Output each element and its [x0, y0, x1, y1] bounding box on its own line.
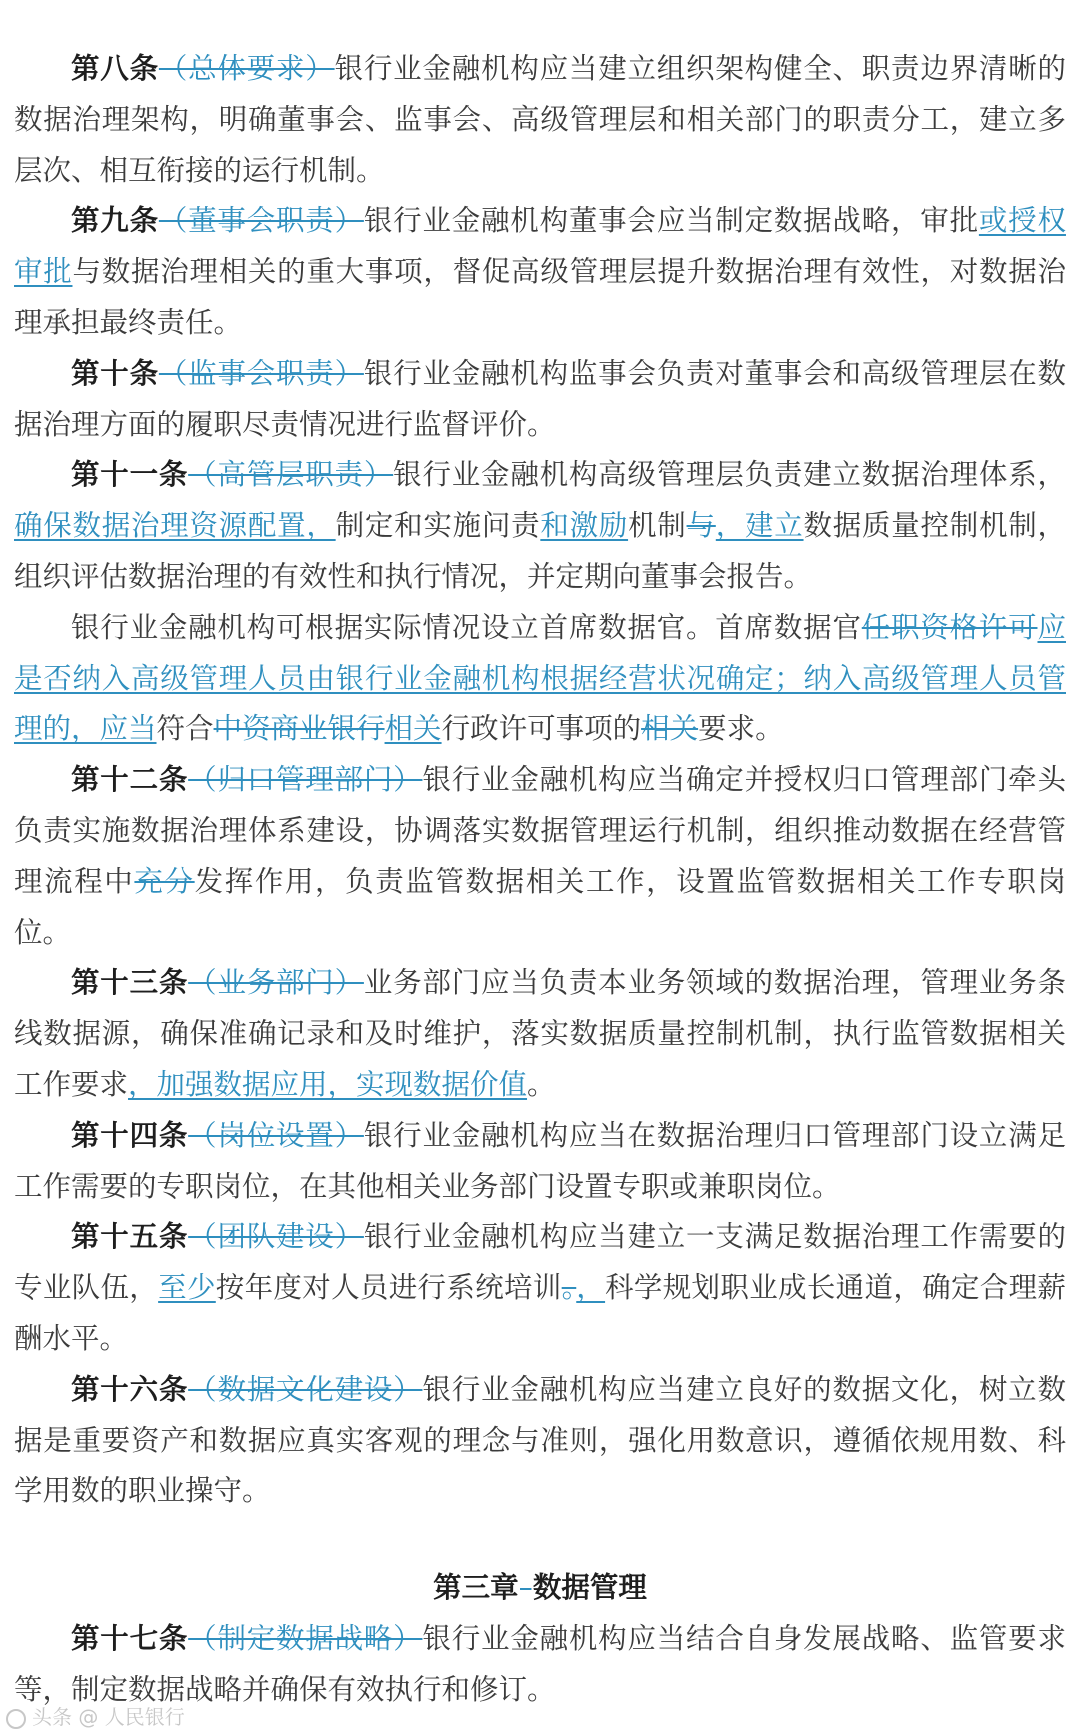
body-text: 与数据治理相关的重大事项，督促高级管理层提升数据治理有效性，对数据治理承担最终责任。 — [14, 255, 1066, 339]
deleted-text: 充分 — [134, 864, 195, 898]
body-text: 数据质量控制机制，组织评估数据治理的有效性和执行情况，并定期向董事会报告。 — [14, 509, 1066, 593]
body-text: 银行业金融机构董事会应当制定数据战略，审批 — [363, 204, 979, 238]
inserted-text: 确保数据治理资源配置， — [14, 509, 336, 543]
body-text: 银行业金融机构应当建立组织架构健全、职责边界清晰的数据治理架构，明确董事会、监事会、高级管理层和相关部门的职责分工，建立多层次、相互衔接的运行机制。 — [14, 52, 1066, 187]
camera-icon — [6, 1709, 26, 1729]
body-text: 银行业金融机构监事会负责对董事会和高级管理层在数据治理方面的履职尽责情况进行监督评价。 — [14, 356, 1066, 441]
article-number: 第十六条 — [71, 1372, 189, 1406]
body-text: 银行业金融机构应当结合自身发展战略、监管要求等，制定数据战略并确保有效执行和修订。 — [14, 1621, 1066, 1706]
paragraph — [14, 603, 1066, 755]
article-number: 第十二条 — [71, 763, 189, 797]
paragraph — [14, 1212, 1066, 1364]
deleted-text: 与 — [686, 509, 716, 543]
deleted-text: （董事会职责） — [158, 204, 364, 238]
body-text: 银行业金融机构可根据实际情况设立首席数据官。首席数据官 — [71, 610, 862, 644]
source-watermark — [6, 1701, 185, 1730]
watermark-label: 头条 @ 人民银行 — [32, 1705, 185, 1729]
body-text: 发挥作用，负责监管数据相关工作，设置监管数据相关工作专职岗位。 — [14, 864, 1066, 949]
article-number: 第十三条 — [71, 966, 189, 1000]
body-text: 科学规划职业成长通道，确定合理薪酬水平。 — [14, 1271, 1066, 1355]
chapter-number: 第三章 — [433, 1571, 519, 1605]
body-text: 要求。 — [698, 712, 784, 746]
deleted-text: （高管层职责） — [188, 458, 394, 492]
document-body — [14, 44, 1066, 1517]
paragraph — [14, 349, 1066, 451]
body-text: 银行业金融机构应当建立一支满足数据治理工作需要的专业队伍， — [14, 1220, 1066, 1305]
article-number: 第十七条 — [71, 1621, 189, 1655]
paragraph — [14, 1111, 1066, 1213]
deleted-text: 任职资格许可 — [861, 610, 1038, 644]
deleted-text: （归口管理部门） — [188, 763, 423, 797]
deleted-text: （制定数据战略） — [188, 1621, 423, 1655]
article-number: 第八条 — [71, 52, 159, 85]
body-text: 银行业金融机构应当建立良好的数据文化，树立数据是重要资产和数据应真实客观的理念与准则，强化用数意识，遵循依规用数、科学用数的职业操守。 — [14, 1372, 1066, 1508]
deleted-text: （团队建设） — [188, 1220, 364, 1254]
body-text: 。 — [527, 1067, 556, 1101]
inserted-text: ，建立 — [715, 509, 804, 543]
inserted-text: 至少 — [158, 1271, 216, 1305]
inserted-text: 或授权审批 — [14, 204, 1066, 289]
body-text: 银行业金融机构应当在数据治理归口管理部门设立满足工作需要的专职岗位，在其他相关业务部门设置专职或兼职岗位。 — [14, 1118, 1066, 1203]
body-text: 银行业金融机构应当确定并授权归口管理部门牵头负责实施数据治理体系建设，协调落实数据管理运行机制，组织推动数据在经营管理流程中 — [14, 763, 1066, 898]
deleted-text: 中资商业银行 — [213, 712, 385, 746]
paragraph — [14, 958, 1066, 1110]
article-number: 第十四条 — [71, 1118, 189, 1152]
body-text: 制定和实施问责 — [335, 509, 541, 543]
deleted-text: 相关 — [641, 712, 699, 746]
deleted-text: 。 — [561, 1271, 577, 1305]
deleted-text: （岗位设置） — [188, 1118, 364, 1152]
body-text: 符合 — [156, 712, 214, 746]
article-number: 第十五条 — [71, 1220, 189, 1254]
deleted-text: （业务部门） — [188, 966, 364, 1000]
chapter-title: 数据管理 — [532, 1571, 647, 1605]
chapter-heading — [14, 1563, 1066, 1614]
paragraph — [14, 196, 1066, 348]
article-number: 第十一条 — [71, 458, 189, 492]
deleted-text: （数据文化建设） — [188, 1372, 423, 1406]
inserted-text: 和激励 — [540, 509, 629, 543]
deleted-text: （监事会职责） — [158, 356, 364, 390]
paragraph — [14, 755, 1066, 958]
deleted-text: （总体要求） — [158, 52, 335, 85]
inserted-text: 相关 — [384, 712, 442, 746]
article-number: 第十条 — [71, 356, 159, 390]
paragraph — [14, 44, 1066, 196]
body-text: 业务部门应当负责本业务领域的数据治理，管理业务条线数据源，确保准确记录和及时维护，落实数据质量控制机制，执行监管数据相关工作要求 — [14, 966, 1066, 1101]
inserted-text: ， — [576, 1271, 606, 1305]
inserted-text: ，加强数据应用，实现数据价值 — [128, 1067, 528, 1101]
paragraph — [14, 1365, 1066, 1517]
article-number: 第九条 — [71, 204, 159, 238]
paragraph — [14, 450, 1066, 602]
chapter-separator: – — [518, 1571, 533, 1605]
body-text: 银行业金融机构高级管理层负责建立数据治理体系， — [393, 458, 1066, 492]
inserted-text: 应是否纳入高级管理人员由银行业金融机构根据经营状况确定；纳入高级管理人员管理的，应当 — [14, 610, 1066, 746]
body-text: 行政许可事项的 — [441, 712, 642, 746]
body-text: 按年度对人员进行系统培训 — [215, 1271, 562, 1305]
body-text: 机制 — [628, 509, 687, 543]
